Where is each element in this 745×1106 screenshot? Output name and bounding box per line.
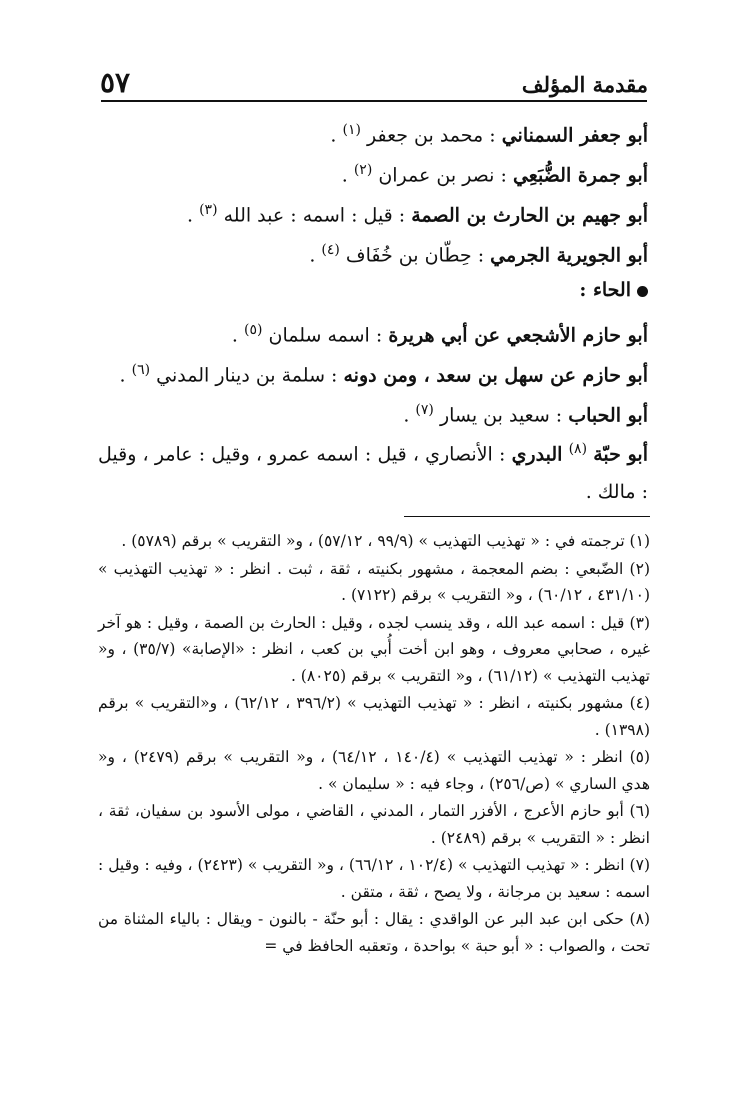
entry-name: أبو جهيم بن الحارث بن الصمة <box>411 204 648 227</box>
entry <box>98 150 648 190</box>
entry-text: سعيد بن يسار <box>439 404 550 427</box>
footnote-ref: (٦) <box>131 362 151 378</box>
footnote: (٤) مشهور بكنيته ، انظر : « تهذيب التهذيب » (٣٩٦/٢ ، ٦٢/١٢) ، و«التقريب » برقم (١٣٩٨) . <box>98 694 651 739</box>
entry-sep: : <box>494 164 513 187</box>
entry-text: اسمه سلمان <box>268 324 370 347</box>
chapter-title: مقدمة المؤلف <box>521 72 648 97</box>
footnote: (١) ترجمته في : « تهذيب التهذيب » (٩٩/٩ ، ٥٧/١٢) ، و« التقريب » برقم (٥٧٨٩) . <box>121 532 650 550</box>
entry <box>98 390 648 430</box>
header-rule <box>101 100 647 102</box>
entry-name: أبو جعفر السمناني <box>501 124 648 147</box>
footnote: (٢) الضّبعي : بضم المعجمة ، مشهور بكنيته ، ثقة ، ثبت . انظر : « تهذيب التهذيب » (٤٣١/١٠ ، ٦٠/١٢) ، و« التقريب » برقم (٧١٢٢) . <box>98 559 650 604</box>
entry-text: سلمة بن دينار المدني <box>156 364 325 387</box>
entry-sep: : <box>369 324 389 347</box>
section-heading <box>98 270 648 310</box>
footnote-ref: (٢) <box>353 162 373 178</box>
footnote-rule <box>404 516 650 517</box>
entry-text: نصر بن عمران <box>378 164 495 187</box>
footnote-ref: (٧) <box>415 402 434 418</box>
entry-name-suffix: البدري <box>511 443 563 466</box>
entry-sep: : <box>325 364 344 387</box>
footnote-ref: (١) <box>342 122 361 138</box>
entry-end: . <box>403 404 416 427</box>
footnote-ref: (٣) <box>199 202 218 218</box>
footnotes <box>98 528 650 960</box>
entry-name: أبو حبّة <box>593 443 648 466</box>
footnote: (٨) حكى ابن عبد البر عن الواقدي : يقال : أبو حنّة - بالنون - ويقال : بالياء المثناة من تحت ، والصواب : « أبو حبة » بواحدة ، وتعقبه الحافظ في = <box>98 910 650 955</box>
page-header <box>100 58 648 98</box>
footnote: (٣) قيل : اسمه عبد الله ، وقد ينسب لجده ، وقيل : الحارث بن الصمة ، وقيل : هو آخر غيره ، صحابي معروف ، وهو ابن أخت أُبي بن كعب ، انظر : «الإصابة» (٣٥/٧) ، و« تهذيب التهذيب » (٦١/١٢) ، و« التقريب » برقم (٨٠٢٥) . <box>98 613 651 685</box>
footnote-ref: (٥) <box>243 322 263 338</box>
entry <box>98 230 648 270</box>
entry <box>98 190 648 230</box>
entry-text: محمد بن جعفر <box>366 124 484 147</box>
entry-name: أبو جمرة الضُّبَعِي <box>512 164 648 187</box>
entry-text: : الأنصاري ، قيل : اسمه عمرو ، وقيل : عامر ، وقيل : مالك . <box>98 443 648 504</box>
footnote: (٥) انظر : « تهذيب التهذيب » (١٤٠/٤ ، ٦٤/١٢) ، و« التقريب » برقم (٢٤٧٩) ، و« هدي الساري » (ص/٢٥٦) ، وجاء فيه : « سليمان » . <box>98 748 651 793</box>
page-number: ٥٧ <box>100 66 131 99</box>
entry-text: قيل : اسمه : عبد الله <box>223 204 393 227</box>
entry <box>98 310 648 350</box>
bullet-icon <box>637 286 648 297</box>
entry-sep: : <box>392 204 412 227</box>
entry-end: . <box>309 244 322 267</box>
entry-end: . <box>341 164 354 187</box>
entry-name: أبو حازم الأشجعي عن أبي هريرة <box>388 324 648 347</box>
entry-end: . <box>330 124 343 147</box>
main-text <box>98 110 648 511</box>
footnote: (٦) أبو حازم الأعرج ، الأفزر التمار ، المدني ، القاضي ، مولى الأسود بن سفيان، ثقة ، انظر : « التقريب » برقم (٢٤٨٩) . <box>98 802 650 847</box>
section-title: الحاء : <box>579 279 631 301</box>
entry-name: أبو الحباب <box>568 404 648 427</box>
entry <box>98 350 648 390</box>
entry <box>98 110 648 150</box>
footnote-ref: (٤) <box>321 242 340 258</box>
entry-end: . <box>119 364 132 387</box>
entry <box>98 430 648 511</box>
entry-name: أبو الجويرية الجرمي <box>490 244 648 267</box>
entry-sep: : <box>549 404 569 427</box>
entry-name: أبو حازم عن سهل بن سعد ، ومن دونه <box>343 364 648 387</box>
entry-end: . <box>186 204 200 227</box>
entry-end: . <box>231 324 244 347</box>
entry-sep: : <box>471 244 491 267</box>
footnote-ref: (٨) <box>568 441 588 457</box>
footnote: (٧) انظر : « تهذيب التهذيب » (١٠٢/٤ ، ٦٦/١٢) ، و« التقريب » (٢٤٢٣) ، وفيه : وقيل : اسمه : سعيد بن مرجانة ، ولا يصح ، ثقة ، متقن . <box>98 856 650 901</box>
entry-text: حِطّان بن خُفَاف <box>345 244 472 267</box>
entry-sep: : <box>483 124 502 147</box>
